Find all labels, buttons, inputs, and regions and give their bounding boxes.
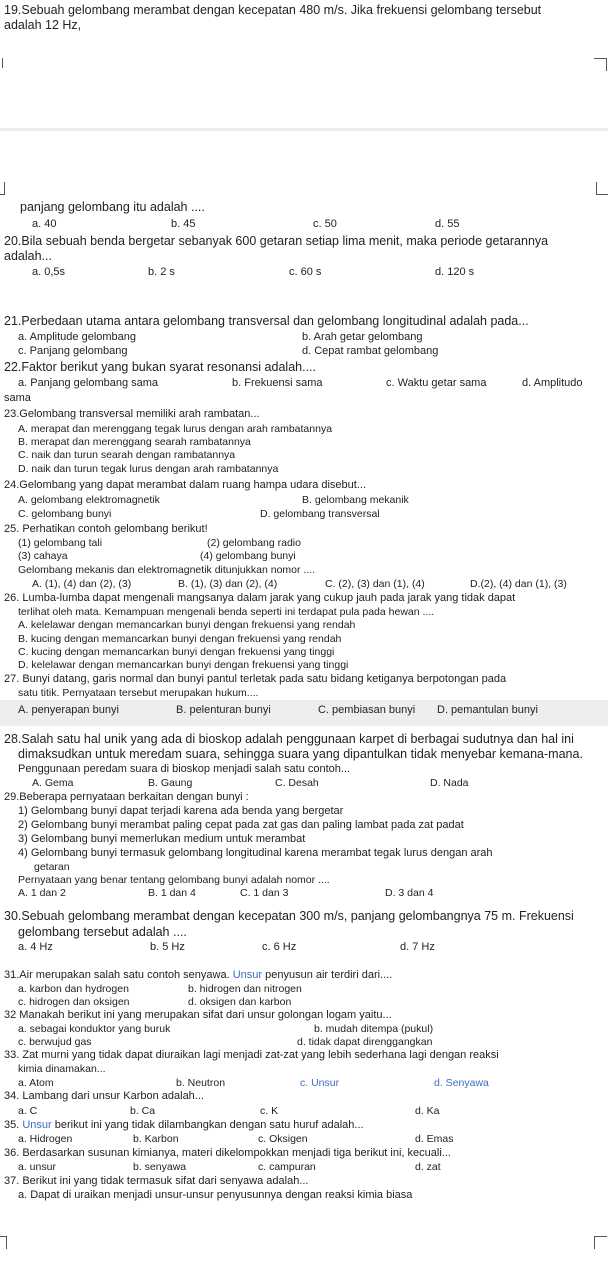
q21-option-a: a. Amplitude gelombang (18, 331, 137, 343)
q36-option-b: b. senyawa (133, 1161, 187, 1173)
q21-text: 21.Perbedaan utama antara gelombang transversal dan gelombang longitudinal adalah pada... (4, 314, 529, 328)
q35-highlight-unsur[interactable]: Unsur (22, 1119, 52, 1131)
q34-option-c: c. K (260, 1105, 279, 1117)
q29-item-4: 4) Gelombang bunyi termasuk gelombang longitudinal karena merambat tegak lurus dengan arah (18, 847, 493, 859)
q22-option-d-cont: sama (4, 392, 31, 404)
q27-option-a: A. penyerapan bunyi (18, 704, 119, 716)
q20-option-a: a. 0,5s (32, 266, 66, 278)
q33-option-b: b. Neutron (176, 1077, 226, 1089)
q26-option-c: C. kucing dengan memancarkan bunyi dengan frekuensi yang tinggi (18, 646, 335, 658)
q35-text: 35. Unsur berikut ini yang tidak dilambangkan dengan satu huruf adalah... (4, 1119, 364, 1131)
q30-option-b: b. 5 Hz (150, 941, 185, 953)
q31-text: 31.Air merupakan salah satu contoh senyawa. Unsur penyusun air terdiri dari.... (4, 969, 393, 981)
q34-option-b: b. Ca (130, 1105, 156, 1117)
q25-text: 25. Perhatikan contoh gelombang berikut! (4, 523, 208, 535)
q29-item-2: 2) Gelombang bunyi merambat paling cepat pada zat gas dan paling lambat pada zat padat (18, 819, 464, 831)
q24-option-c: C. gelombang bunyi (18, 508, 112, 520)
q27-text: 27. Bunyi datang, garis normal dan bunyi pantul terletak pada satu bidang ketiganya berpotongan pada (4, 673, 507, 685)
q36-option-d: d. zat (415, 1161, 441, 1173)
q26-text: 26. Lumba-lumba dapat mengenali mangsanya dalam jarak yang cukup jauh pada jarak yang tidak dapat (4, 592, 516, 604)
q22-option-c: c. Waktu getar sama (386, 377, 487, 389)
q20-text-2: adalah... (4, 249, 52, 263)
q24-option-b: B. gelombang mekanik (302, 494, 409, 506)
q30-option-a: a. 4 Hz (18, 941, 53, 953)
q27-option-d: D. pemantulan bunyi (437, 704, 538, 716)
q28-option-a: A. Gema (32, 777, 74, 789)
q29-option-b: B. 1 dan 4 (148, 887, 196, 899)
q34-option-d: d. Ka (415, 1105, 440, 1117)
q29-option-d: D. 3 dan 4 (385, 887, 434, 899)
q31-highlight-unsur[interactable]: Unsur (232, 969, 263, 981)
q29-item-4-cont: getaran (34, 861, 70, 873)
q33-option-a: a. Atom (18, 1077, 54, 1089)
q33-text: 33. Zat murni yang tidak dapat diuraikan lagi menjadi zat-zat yang lebih sederhana lagi dengan reaksi (4, 1049, 499, 1061)
corner-bracket-top-right (594, 58, 607, 71)
q29-text: 29.Beberapa pernyataan berkaitan dengan bunyi : (4, 791, 249, 803)
q23-option-c: C. naik dan turun searah dengan rambatannya (18, 449, 236, 461)
q35-option-a: a. Hidrogen (18, 1133, 73, 1145)
q20-text: 20.Bila sebuah benda bergetar sebanyak 600 getaran setiap lima menit, maka periode getarannya (4, 234, 549, 248)
q32-text: 32 Manakah berikut ini yang merupakan sifat dari unsur golongan logam yaitu... (4, 1009, 392, 1021)
q21-option-d: d. Cepat rambat gelombang (302, 345, 439, 357)
q36-option-a: a. unsur (18, 1161, 56, 1173)
q19-option-c: c. 50 (313, 218, 337, 230)
q19-option-b: b. 45 (171, 218, 196, 230)
q19-stem: panjang gelombang itu adalah .... (20, 200, 205, 214)
q25-item-1: (1) gelombang tali (18, 537, 103, 549)
q26-text-2: terlihat oleh mata. Kemampuan mengenali benda seperti ini terdapat pula pada hewan .... (18, 606, 435, 618)
q23-option-a: A. merapat dan merenggang tegak lurus dengan arah rambatannya (18, 423, 333, 435)
q19-text: 19.Sebuah gelombang merambat dengan kecepatan 480 m/s. Jika frekuensi gelombang tersebut (4, 3, 542, 17)
q27-option-c: C. pembiasan bunyi (318, 704, 416, 716)
q31-option-b: b. hidrogen dan nitrogen (188, 983, 302, 995)
q25-item-2: (2) gelombang radio (207, 537, 301, 549)
q26-option-a: A. kelelawar dengan memancarkan bunyi dengan frekuensi yang rendah (18, 619, 356, 631)
q20-option-b: b. 2 s (148, 266, 175, 278)
q32-option-a: a. sebagai konduktor yang buruk (18, 1023, 171, 1035)
q22-option-a: a. Panjang gelombang sama (18, 377, 159, 389)
q21-option-b: b. Arah getar gelombang (302, 331, 423, 343)
q31-option-c: c. hidrogen dan oksigen (18, 996, 130, 1008)
q32-option-b: b. mudah ditempa (pukul) (314, 1023, 434, 1035)
q25-option-c: C. (2), (3) dan (1), (4) (325, 578, 425, 590)
q19-option-d: d. 55 (435, 218, 460, 230)
q29-option-c: C. 1 dan 3 (240, 887, 289, 899)
q27-text-2: satu titik. Pernyataan tersebut merupakan hukum.... (18, 687, 259, 699)
corner-bracket-mid-right (596, 182, 608, 195)
q24-text: 24.Gelombang yang dapat merambat dalam ruang hampa udara disebut... (4, 479, 367, 491)
q24-option-d: D. gelombang transversal (260, 508, 380, 520)
q35-option-b: b. Karbon (133, 1133, 179, 1145)
q25-item-3: (3) cahaya (18, 550, 68, 562)
corner-bracket-mid-left (0, 182, 5, 195)
q25-stem: Gelombang mekanis dan elektromagnetik ditunjukkan nomor .... (18, 564, 316, 576)
q19-text-2: adalah 12 Hz, (4, 18, 82, 32)
q28-option-b: B. Gaung (148, 777, 193, 789)
q36-option-c: c. campuran (258, 1161, 316, 1173)
q26-option-d: D. kelelawar dengan memancarkan bunyi dengan frekuensi yang tinggi (18, 659, 349, 671)
q31-option-d: d. oksigen dan karbon (188, 996, 292, 1008)
q20-option-c: c. 60 s (289, 266, 322, 278)
q33-option-d: d. Senyawa (434, 1077, 489, 1089)
q36-text: 36. Berdasarkan susunan kimianya, materi dikelompokkan menjadi tiga berikut ini, kecuali... (4, 1147, 451, 1159)
q19-option-a: a. 40 (32, 218, 57, 230)
q21-option-c: c. Panjang gelombang (18, 345, 128, 357)
q22-option-b: b. Frekuensi sama (232, 377, 323, 389)
q28-text: 28.Salah satu hal unik yang ada di bioskop adalah penggunaan karpet di berbagai sudutnya dan hal ini (4, 732, 574, 746)
q28-text-2: dimaksudkan untuk meredam suara, sehingga suara yang dipantulkan tidak menyebar kemana-mana. (18, 747, 583, 761)
q29-item-1: 1) Gelombang bunyi dapat terjadi karena ada benda yang bergetar (18, 805, 344, 817)
q29-option-a: A. 1 dan 2 (18, 887, 66, 899)
q28-option-d: D. Nada (430, 777, 469, 789)
separator-band (0, 128, 608, 131)
q30-option-d: d. 7 Hz (400, 941, 435, 953)
q25-option-b: B. (1), (3) dan (2), (4) (178, 578, 278, 590)
q23-text: 23.Gelombang transversal memiliki arah rambatan... (4, 408, 260, 420)
q28-text-3: Penggunaan peredam suara di bioskop menjadi salah satu contoh... (18, 763, 351, 775)
q24-option-a: A. gelombang elektromagnetik (18, 494, 160, 506)
q20-option-d: d. 120 s (435, 266, 475, 278)
q28-option-c: C. Desah (275, 777, 319, 789)
q30-text-2: gelombang tersebut adalah .... (18, 925, 187, 939)
q35-option-c: c. Oksigen (258, 1133, 308, 1145)
q29-item-3: 3) Gelombang bunyi memerlukan medium untuk merambat (18, 833, 306, 845)
q25-item-4: (4) gelombang bunyi (200, 550, 296, 562)
q27-option-b: B. pelenturan bunyi (176, 704, 271, 716)
q33-text-2: kimia dinamakan... (18, 1063, 106, 1075)
q32-option-d: d. tidak dapat direnggangkan (297, 1036, 433, 1048)
q26-option-b: B. kucing dengan memancarkan bunyi dengan frekuensi yang rendah (18, 633, 342, 645)
q35-option-d: d. Emas (415, 1133, 454, 1145)
q30-text: 30.Sebuah gelombang merambat dengan kecepatan 300 m/s, panjang gelombangnya 75 m. Frekuensi (4, 909, 574, 923)
corner-bracket-top-left (2, 58, 11, 68)
q37-text: 37. Berikut ini yang tidak termasuk sifat dari senyawa adalah... (4, 1175, 309, 1187)
q31-option-a: a. karbon dan hydrogen (18, 983, 129, 995)
q25-option-d: D.(2), (4) dan (1), (3) (470, 578, 567, 590)
corner-bracket-bottom-right (594, 1236, 607, 1249)
q34-text: 34. Lambang dari unsur Karbon adalah... (4, 1090, 204, 1102)
q23-option-b: B. merapat dan merenggang searah rambatannya (18, 436, 251, 448)
q23-option-d: D. naik dan turun tegak lurus dengan arah rambatannya (18, 463, 279, 475)
q34-option-a: a. C (18, 1105, 38, 1117)
q33-option-c: c. Unsur (300, 1077, 340, 1089)
q22-option-d: d. Amplitudo (522, 377, 583, 389)
corner-bracket-bottom-left (0, 1236, 7, 1249)
q25-option-a: A. (1), (4) dan (2), (3) (32, 578, 132, 590)
q22-text: 22.Faktor berikut yang bukan syarat resonansi adalah.... (4, 360, 316, 374)
q37-option-a: a. Dapat di uraikan menjadi unsur-unsur penyusunnya dengan reaksi kimia biasa (18, 1189, 413, 1201)
q30-option-c: c. 6 Hz (262, 941, 297, 953)
q29-stem: Pernyataan yang benar tentang gelombang bunyi adalah nomor .... (18, 874, 330, 886)
q32-option-c: c. berwujud gas (18, 1036, 92, 1048)
